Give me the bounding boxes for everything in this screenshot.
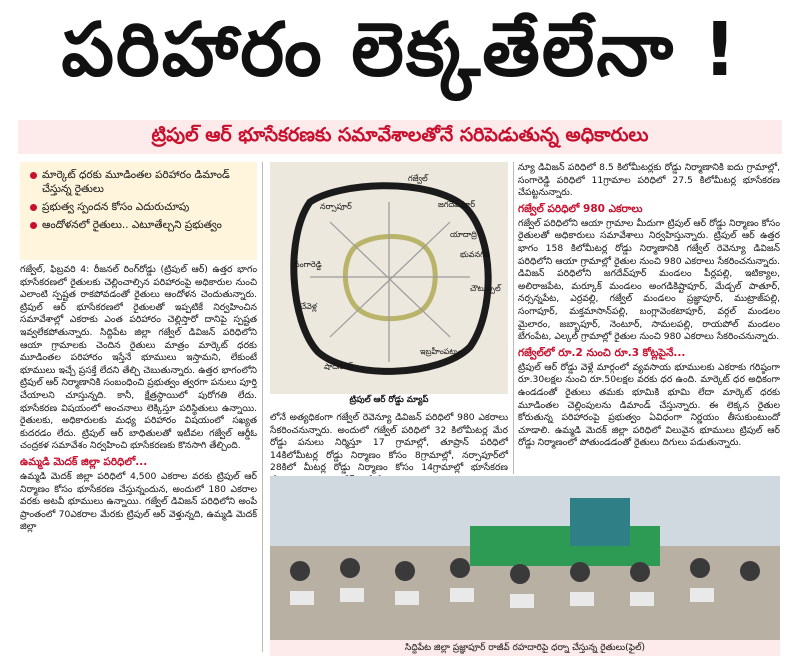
bullet-icon xyxy=(30,172,37,179)
highlights-box xyxy=(20,162,257,260)
article-column-3 xyxy=(518,162,780,474)
protest-photo xyxy=(270,476,780,640)
map-label: షాద్‌నగర్ xyxy=(324,362,353,371)
photo-caption: సిద్దిపేట జిల్లా ప్రజ్ఞాపూర్ రాజీవ్ రహదారిపై ధర్నా చేస్తున్న రైతులు(ఫైల్) xyxy=(270,640,780,656)
bullet-icon xyxy=(30,222,37,229)
map-label: చౌటుప్పల్ xyxy=(470,284,501,293)
subheadline: ట్రిపుల్ ఆర్ భూసేకరణకు సమావేశాలతోనే సరిపెడుతున్న అధికారులు xyxy=(18,120,782,154)
rrr-road-map xyxy=(270,162,508,394)
body-text: గజ్వేల్, ఫిబ్రవరి 4: రీజనల్ రింగ్‌రోడ్డు (ట్రిపుల్ ఆర్) ఉత్తర భాగం భూసేకరణలో రైతులకు చెల్లించాల్సిన పరిహారంపై అధికారుల నుంచి ఎలాంటి స్పష్టత రాకపోవడంతో రైతులు ఆందోళన చెందుతున్నారు. ట్రిపుల్ ఆర్ భూసేకరణలో రైతులతో ఇప్పటికే నిర్వహించిన సమావేశాల్లో ఎకరాకు ఎంత పరిహారం చెల్లిస్తారో దానిపై స్పష్టత ఇవ్వలేకపోతున్నారు. సిద్దిపేట జిల్లా గజ్వేల్ డివిజన్ పరిధిలోని ఆయా గ్రామాలకు చెందిన రైతులు మాత్రం మార్కెట్ ధరకు మూడింతల పరిహారం ఇస్తేనే భూములు ఇస్తామని, లేకుంటే భూములు ఇచ్చే ప్రసక్తే లేదని తేల్చి చెబుతున్నారు. ఉత్తర భాగంలోని ట్రిపుల్ ఆర్ నిర్మాణానికి సంబంధించి ప్రభుత్వం త్వరగా పనులు పూర్తి చేయాలని చూస్తున్నది. కానీ, క్షేత్రస్థాయిలో పురోగతి లేదు. భూసేకరణ విషయంలో అంచనాలు లెక్కిస్తూ పరిస్థితులు ఉన్నాయి. రైతులకు, అధికారులకు మధ్య పరిహారం విషయంలో సఖ్యత కుదరడం లేదు. ట్రిపుల్ ఆర్ బాధితులతో ఇటీవల గజ్వేల్ ఆర్డీఓ చంద్రకళ సమావేశం నిర్వహించి భూసేకరణకు కొనసాగి తేల్చింది. xyxy=(20,264,257,452)
section-heading: గజ్వేల్ పరిధిలో 980 ఎకరాలు xyxy=(518,202,643,215)
map-label: నర్సాపూర్ xyxy=(320,202,352,211)
body-text: ఉమ్మడి మెదక్ జిల్లా పరిధిలో 4,500 ఎకరాల వరకు ట్రిపుల్ ఆర్ నిర్మాణం కోసం భూసేకరణ చేస్తున్నందున, అందులో 180 ఎకరాల వరకు అటవీ భూములు ఉన్నాయి. గజ్వేల్ డివిజన్ పరిధిలోని అంపే ప్రాంతంలో 70ఎకరాల మేరకు ట్రిపుల్ ఆర్ వెళ్తున్నది, ఉమ్మడి మెదక్ జిల్లా xyxy=(20,470,257,533)
article-column-2 xyxy=(270,412,508,474)
map-label: గజ్వేల్ xyxy=(408,174,428,183)
map-caption: ట్రిపుల్ ఆర్ రోడ్డు మ్యాప్ xyxy=(349,395,429,405)
map-label: యాదాద్రి xyxy=(450,230,477,239)
map-illustration xyxy=(270,162,508,394)
bullet-icon xyxy=(30,204,37,211)
body-text: న్యూ డివిజన్ పరిధిలో 8.5 కిలోమీటర్లకు రోడ్డు నిర్మాణానికి ఐదు గ్రామాల్లో, సంగారెడ్డి పరిధిలో 11గ్రామాల పరిధిలో 27.5 కిలోమీటర్ల భూసేకరణ చేపట్టనున్నారు. xyxy=(518,162,780,199)
body-text: లోనే అత్యధికంగా గజ్వేల్ రెవెన్యూ డివిజన్ పరిధిలో 980 ఎకరాలు సేకరించనున్నారు. అందులో గజ్వేల్ పరిధిలో 32 కిలోమీటర్ల మేర రోడ్డు పనులు నిర్మిస్తూ 17 గ్రామాల్లో, తూప్రాన్ పరిధిలో 14కిలోమీటర్ల రోడ్డు నిర్మాణం కోసం 8గ్రామాల్లో, నర్సాపూర్‌లో 28కిలో మీటర్ల రోడ్డు నిర్మాణం కోసం 14గ్రామాల్లో భూసేకరణ xyxy=(270,412,508,474)
map-label: ఇబ్రహీంపట్నం xyxy=(420,347,462,356)
highlight-item: ప్రభుత్వ స్పందన కోసం ఎదురుచూపు xyxy=(28,200,251,214)
section-heading: ఉమ్మడి మెదక్ జిల్లా పరిధిలో... xyxy=(20,455,148,468)
headline: పరిహారం లెక్కతేలేనా ! xyxy=(61,7,739,93)
map-label: సంగారెడ్డి xyxy=(294,260,322,269)
map-label: భువనగిరి xyxy=(460,250,490,259)
highlight-item: ఆందోళనలో రైతులు.. ఎటూతేల్చని ప్రభుత్వం xyxy=(28,218,251,232)
map-label: జగదేవ్‌పూర్ xyxy=(438,200,476,209)
highlight-item: మార్కెట్ ధరకు మూడింతల పరిహారం డిమాండ్ చేస్తున్న రైతులు xyxy=(28,168,251,196)
body-text: ట్రిపుల్ ఆర్ రోడ్డు వెళ్లే మార్గంలో వ్యవసాయ భూములకు ఎకరాకు గరిష్ఠంగా రూ.30లక్షల నుంచి రూ.50లక్షల వరకు ధర ఉంది. మార్కెట్ ధర అధికంగా ఉండడంతో రైతులు తమకు భూమికి భూమి లేదా మార్కెట్ ధరకు మూడింతల చెల్లింపులను డిమాండ్ చేస్తున్నారు. ఈ లెక్కన రైతుల కోరుతున్న పరిహారంపై ప్రభుత్వం ఏవిధంగా నిర్ణయం తీసుకుంటుందో చూడాలి. ఉమ్మడి మెదక్ జిల్లా పరిధిలో విలువైన భూములు ట్రిపుల్ ఆర్ రోడ్డు నిర్మాణంలో పోతుండడంతో రైతులు దిగులు పడుతున్నారు. xyxy=(518,361,780,449)
photo-illustration xyxy=(270,476,780,640)
section-heading: గజ్వేల్‌లో రూ.2 నుంచి రూ.3 కోట్లపైనే... xyxy=(518,346,686,359)
body-text: గజ్వేల్ పరిధిలోని ఆయా గ్రామాల మీదుగా ట్రిపుల్ ఆర్ రోడ్డు నిర్మాణం కోసం రైతులతో అధికారులు సమావేశాలు నిర్వహిస్తున్నారు. ట్రిపుల్ ఆర్ ఉత్తర భాగం 158 కిలోమీటర్ల రోడ్డు నిర్మాణానికి గజ్వేల్ రెవెన్యూ డివిజన్ పరిధిలోని ఆయా గ్రామాల్లో రైతుల నుంచి 980 ఎకరాలు సేకరించనున్నారు. డివిజన్ పరిధిలోని జగదేవ్‌పూర్ మండలం పీర్లపల్లి, ఇటిక్యాల, అలిరాజపేట, మర్కూక్ మండలం అంగడికిష్టాపూర్, మేడ్చల్ పాతూర్, నర్సన్నపేట, ఎర్రవల్లి, గజ్వేల్ మండలం ప్రజ్ఞాపూర్, ముట్రాజ్‌పల్లి, సంగాపూర్, మక్తమాసాన్‌పల్లి, బంగ్లావెంకటాపూర్, వర్గల్ మండలం మైలారం, జబ్బాపూర్, నెంటూర్, సామలపల్లి, రాయపోల్ మండలం బేగంపేట, ఎల్కల్ గ్రామాల్లో రైతుల నుంచి 980 ఎకరాలు సేకరించనున్నారు. xyxy=(518,217,780,343)
article-column-1 xyxy=(20,264,257,652)
map-label: చేవెళ్ల xyxy=(300,302,317,311)
